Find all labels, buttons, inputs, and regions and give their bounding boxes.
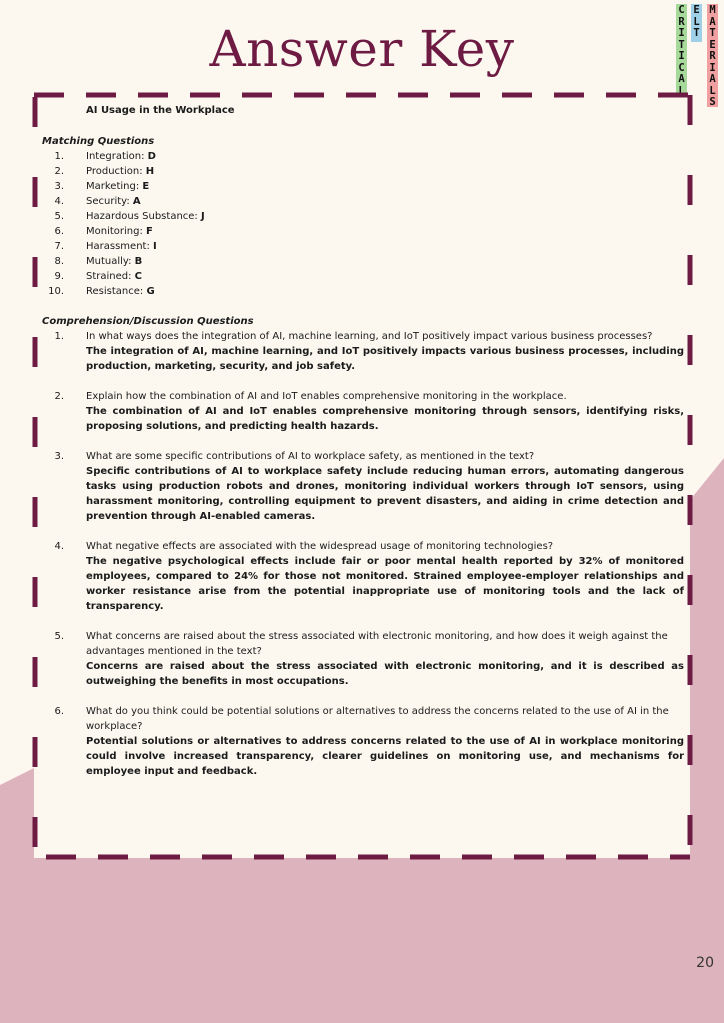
- question-item: [42, 629, 684, 689]
- item-number: 5.: [54, 211, 64, 222]
- item-number: 1.: [54, 151, 64, 162]
- matching-term: [86, 194, 141, 209]
- answer-letter: A: [132, 196, 141, 207]
- answer-text: The negative psychological effects include fair or poor mental health reported by 32% of monitored employees, compared to 24% for those not monitored. Strained employee-employer relationships and worker resistance arise from the potential inappropriate use of monitoring tools and the lack of transparency.: [86, 556, 684, 612]
- matching-item: [42, 284, 684, 299]
- item-number: 7.: [54, 241, 64, 252]
- answer-letter: J: [200, 211, 205, 222]
- question-number: 1.: [54, 331, 64, 342]
- question-item: [42, 449, 684, 524]
- page-title: Answer Key: [209, 20, 515, 78]
- item-number: 6.: [54, 226, 64, 237]
- question-text: What concerns are raised about the stress associated with electronic monitoring, and how does it weigh against the advantages mentioned in the text?: [86, 631, 668, 657]
- question-body: [86, 629, 684, 689]
- answer-letter: H: [145, 166, 155, 177]
- question-number: 5.: [54, 631, 64, 642]
- matching-heading: Matching Questions: [42, 136, 155, 147]
- matching-item: [42, 239, 684, 254]
- question-item: [42, 704, 684, 779]
- matching-item: [42, 194, 684, 209]
- matching-term: [86, 164, 154, 179]
- question-text: What do you think could be potential solutions or alternatives to address the concerns related to the use of AI in the workplace?: [86, 706, 669, 732]
- matching-item: [42, 254, 684, 269]
- question-body: [86, 539, 684, 614]
- matching-item: [42, 149, 684, 164]
- term-label: Hazardous Substance:: [86, 211, 201, 222]
- term-label: Strained:: [86, 271, 135, 282]
- matching-term: [86, 209, 205, 224]
- brand-elt-column: E L T: [691, 4, 702, 42]
- matching-item: [42, 179, 684, 194]
- matching-item: [42, 209, 684, 224]
- item-number: 8.: [54, 256, 64, 267]
- question-body: [86, 704, 684, 779]
- question-body: [86, 449, 684, 524]
- term-label: Marketing:: [86, 181, 143, 192]
- item-number: 9.: [54, 271, 64, 282]
- matching-term: [86, 254, 142, 269]
- term-label: Resistance:: [86, 286, 147, 297]
- answer-text: Concerns are raised about the stress associated with electronic monitoring, and it is described as outweighing the benefits in most occupations.: [86, 661, 684, 687]
- answer-letter: F: [146, 226, 153, 237]
- item-number: 2.: [54, 166, 64, 177]
- question-text: What are some specific contributions of AI to workplace safety, as mentioned in the text?: [86, 451, 535, 462]
- answer-text: The combination of AI and IoT enables comprehensive monitoring through sensors, identifying risks, proposing solutions, and predicting health hazards.: [86, 406, 684, 432]
- matching-item: [42, 164, 684, 179]
- item-number: 3.: [54, 181, 64, 192]
- item-number: 10.: [48, 286, 64, 297]
- answer-letter: D: [147, 151, 156, 162]
- question-number: 6.: [54, 706, 64, 717]
- matching-term: [86, 149, 156, 164]
- matching-list: [42, 149, 684, 299]
- question-item: [42, 389, 684, 434]
- answer-text: Potential solutions or alternatives to address concerns related to the use of AI in workplace monitoring could involve increased transparency, clearer guidelines on monitoring use, and mechanisms for employee input and feedback.: [86, 736, 684, 777]
- answer-letter: C: [134, 271, 143, 282]
- comprehension-list: [42, 329, 684, 779]
- matching-item: [42, 224, 684, 239]
- answer-letter: G: [146, 286, 155, 297]
- term-label: Harassment:: [86, 241, 154, 252]
- question-number: 2.: [54, 391, 64, 402]
- brand-critical-column: C R I T I C A L: [676, 4, 687, 96]
- answer-text: The integration of AI, machine learning, and IoT positively impacts various business processes, including production, marketing, security, and job safety.: [86, 346, 684, 372]
- answer-key-content: [42, 103, 684, 794]
- question-body: [86, 389, 684, 434]
- term-label: Monitoring:: [86, 226, 147, 237]
- term-label: Mutually:: [86, 256, 135, 267]
- term-label: Production:: [86, 166, 146, 177]
- question-text: Explain how the combination of AI and IoT enables comprehensive monitoring in the workplace.: [86, 391, 567, 402]
- item-number: 4.: [54, 196, 64, 207]
- matching-term: [86, 224, 153, 239]
- matching-term: [86, 269, 142, 284]
- question-number: 4.: [54, 541, 64, 552]
- comprehension-heading: Comprehension/Discussion Questions: [42, 316, 254, 327]
- question-body: [86, 329, 684, 374]
- answer-letter: E: [142, 181, 150, 192]
- matching-item: [42, 269, 684, 284]
- question-text: What negative effects are associated with the widespread usage of monitoring technologies?: [86, 541, 554, 552]
- answer-text: Specific contributions of AI to workplace safety include reducing human errors, automating dangerous tasks using production robots and drones, monitoring individual workers through IoT sensors, using harassment monitoring, controlling equipment to prevent disasters, and aiding in crime detection and prevention through AI-enabled cameras.: [86, 466, 684, 522]
- page-number: 20: [696, 955, 714, 971]
- answer-letter: B: [134, 256, 143, 267]
- question-text: In what ways does the integration of AI, machine learning, and IoT positively impact various business processes?: [86, 331, 653, 342]
- question-item: [42, 329, 684, 374]
- brand-materials-column: M A T E R I A L S: [707, 4, 718, 107]
- matching-term: [86, 179, 149, 194]
- question-number: 3.: [54, 451, 64, 462]
- matching-term: [86, 284, 155, 299]
- term-label: Integration:: [86, 151, 148, 162]
- term-label: Security:: [86, 196, 133, 207]
- matching-term: [86, 239, 157, 254]
- answer-letter: I: [153, 241, 157, 252]
- question-item: [42, 539, 684, 614]
- subject-heading: AI Usage in the Workplace: [86, 105, 235, 116]
